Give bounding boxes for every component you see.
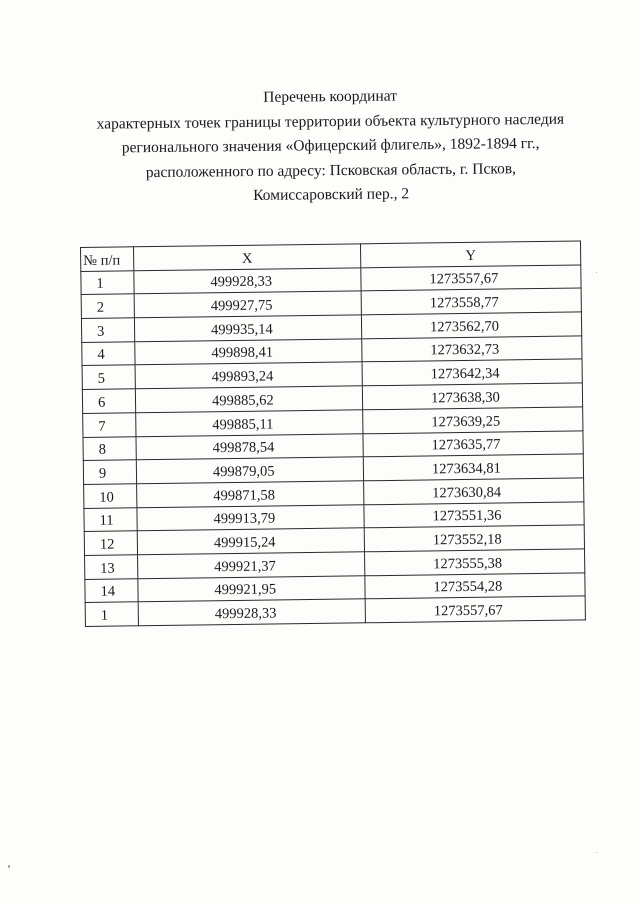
header-x: X [134,244,361,271]
x-coordinate-cell: 499927,75 [134,291,361,318]
row-number-cell: 2 [81,294,134,318]
row-number-cell: 3 [81,318,134,342]
title-line: регионального значения «Офицерский флигель», 1892-1894 гг., [121,134,540,157]
y-coordinate-cell: 1273634,81 [363,454,583,481]
x-coordinate-cell: 499913,79 [137,504,364,531]
row-number-cell: 1 [81,270,134,294]
row-number-cell: 8 [83,436,136,460]
y-coordinate-cell: 1273630,84 [364,478,584,505]
y-coordinate-cell: 1273554,28 [365,573,585,600]
x-coordinate-cell: 499935,14 [134,315,361,342]
x-coordinate-cell: 499915,24 [137,528,364,555]
y-coordinate-cell: 1273555,38 [365,549,585,576]
y-coordinate-cell: 1273642,34 [362,359,582,386]
scan-speck [8,865,10,868]
y-coordinate-cell: 1273551,36 [364,501,584,528]
coordinates-table-wrapper [80,240,585,627]
y-coordinate-cell: 1273639,25 [363,407,583,434]
x-coordinate-cell: 499879,05 [136,457,363,484]
title-line: расположенного по адресу: Псковская область, г. Псков, [145,159,517,181]
row-number-cell: 1 [85,602,138,626]
y-coordinate-cell: 1273557,67 [365,596,585,623]
y-coordinate-cell: 1273558,77 [361,288,581,315]
x-coordinate-cell: 499921,37 [138,552,365,579]
coordinates-table [80,240,586,627]
x-coordinate-cell: 499921,95 [138,575,365,602]
y-coordinate-cell: 1273638,30 [362,383,582,410]
row-number-cell: 7 [83,413,136,437]
x-coordinate-cell: 499885,11 [136,410,363,437]
y-coordinate-cell: 1273562,70 [361,312,581,339]
x-coordinate-cell: 499898,41 [135,339,362,366]
x-coordinate-cell: 499893,24 [135,362,362,389]
row-number-cell: 5 [82,365,135,389]
x-coordinate-cell: 499928,33 [134,268,361,295]
y-coordinate-cell: 1273635,77 [363,430,583,457]
title-line: Перечень координат [263,87,398,106]
y-coordinate-cell: 1273632,73 [362,336,582,363]
document-title [60,82,601,210]
y-coordinate-cell: 1273557,67 [361,265,581,292]
row-number-cell: 10 [84,484,137,508]
title-line: Комиссаровский пер., 2 [253,185,410,204]
row-number-cell: 14 [85,578,138,602]
x-coordinate-cell: 499928,33 [138,599,365,626]
row-number-cell: 13 [85,555,138,579]
scan-speck [596,272,597,273]
x-coordinate-cell: 499871,58 [137,481,364,508]
row-number-cell: 11 [84,507,137,531]
header-y: Y [360,241,580,268]
row-number-cell: 4 [82,342,135,366]
row-number-cell: 9 [83,460,136,484]
y-coordinate-cell: 1273552,18 [364,525,584,552]
title-line: характерных точек границы территории объекта культурного наследия [96,110,565,133]
x-coordinate-cell: 499885,62 [135,386,362,413]
header-num: № п/п [81,247,134,271]
x-coordinate-cell: 499878,54 [136,433,363,460]
scan-speck [596,852,597,853]
row-number-cell: 12 [84,531,137,555]
row-number-cell: 6 [82,389,135,413]
